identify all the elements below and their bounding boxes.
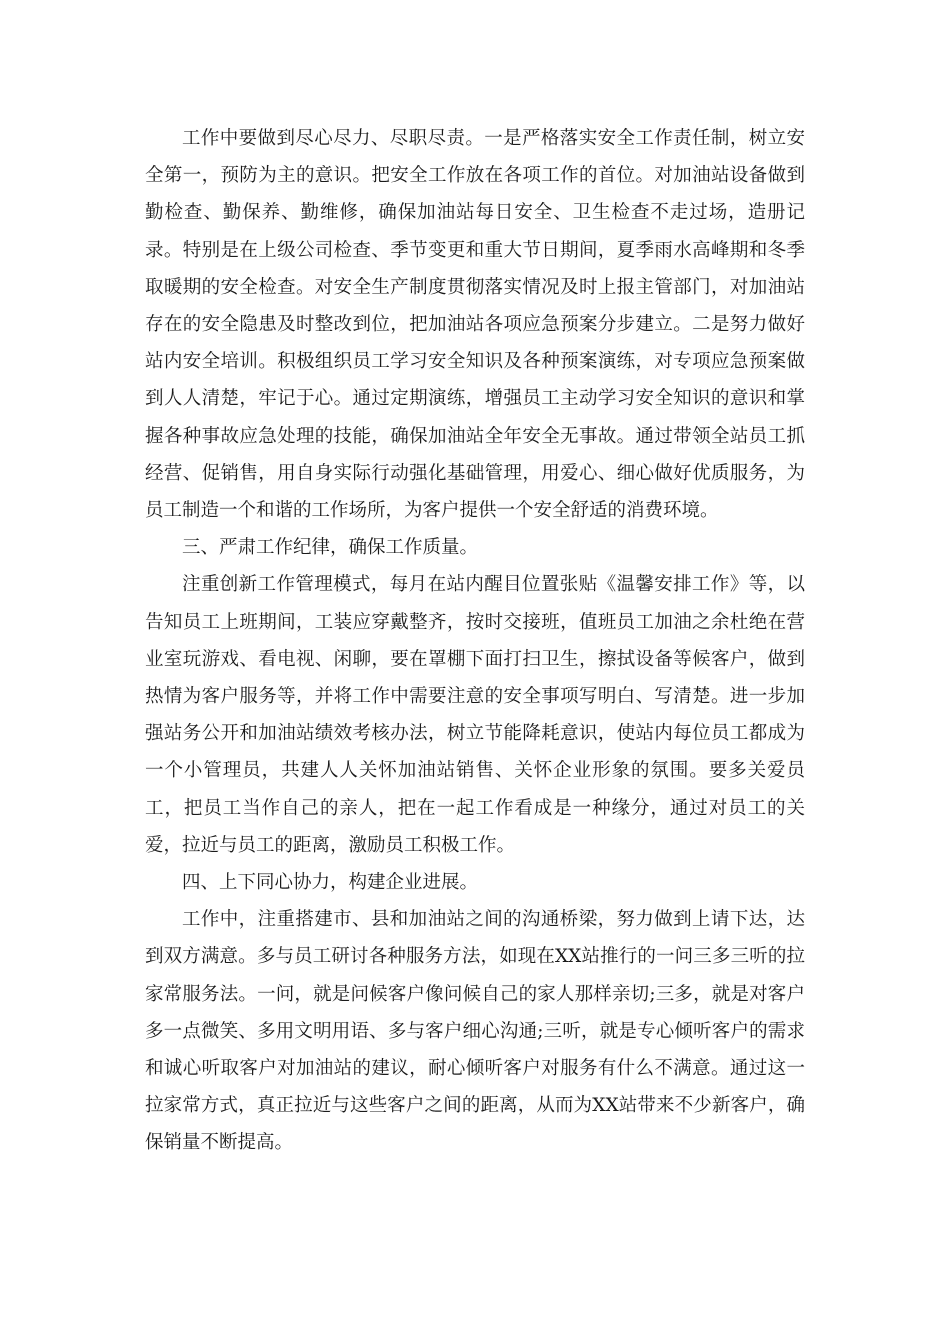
paragraph-management-mode: 注重创新工作管理模式，每月在站内醒目位置张贴《温馨安排工作》等，以告知员工上班期间，工装应穿戴整齐，按时交接班，值班员工加油之余杜绝在营业室玩游戏、看电视、闲聊，要在罩棚下面打扫卫生，擦拭设备等候客户，做到热情为客户服务等，并将工作中需要注意的安全事项写明白、写清楚。进一步加强站务公开和加油站绩效考核办法，树立节能降耗意识，使站内每位员工都成为一个小管理员，共建人人关怀加油站销售、关怀企业形象的氛围。要多关爱员工，把员工当作自己的亲人，把在一起工作看成是一种缘分，通过对员工的关爱，拉近与员工的距离，激励员工积极工作。	[145, 574, 805, 856]
section-heading-cooperation: 四、上下同心协力，构建企业进展。	[182, 872, 479, 894]
paragraph-safety-work: 工作中要做到尽心尽力、尽职尽责。一是严格落实安全工作责任制，树立安全第一，预防为主的意识。把安全工作放在各项工作的首位。对加油站设备做到勤检查、勤保养、勤维修，确保加油站每日安全、卫生检查不走过场，造册记录。特别是在上级公司检查、季节变更和重大节日期间，夏季雨水高峰期和冬季取暖期的安全检查。对安全生产制度贯彻落实情况及时上报主管部门，对加油站存在的安全隐患及时整改到位，把加油站各项应急预案分步建立。二是努力做好站内安全培训。积极组织员工学习安全知识及各种预案演练，对专项应急预案做到人人清楚，牢记于心。通过定期演练，增强员工主动学习安全知识的意识和掌握各种事故应急处理的技能，确保加油站全年安全无事故。通过带领全站员工抓经营、促销售，用自身实际行动强化基础管理，用爱心、细心做好优质服务，为员工制造一个和谐的工作场所，为客户提供一个安全舒适的消费环境。	[145, 128, 805, 522]
paragraph-communication: 工作中，注重搭建市、县和加油站之间的沟通桥梁，努力做到上请下达，达到双方满意。多与员工研讨各种服务方法，如现在XX站推行的一问三多三听的拉家常服务法。一问，就是问候客户像问候自己的家人那样亲切;三多，就是对客户多一点微笑、多用文明用语、多与客户细心沟通;三听，就是专心倾听客户的需求和诚心听取客户对加油站的建议，耐心倾听客户对服务有什么不满意。通过这一拉家常方式，真正拉近与这些客户之间的距离，从而为XX站带来不少新客户，确保销量不断提高。	[145, 909, 805, 1154]
document-body	[145, 120, 805, 1162]
section-heading-discipline: 三、严肃工作纪律，确保工作质量。	[182, 537, 479, 559]
